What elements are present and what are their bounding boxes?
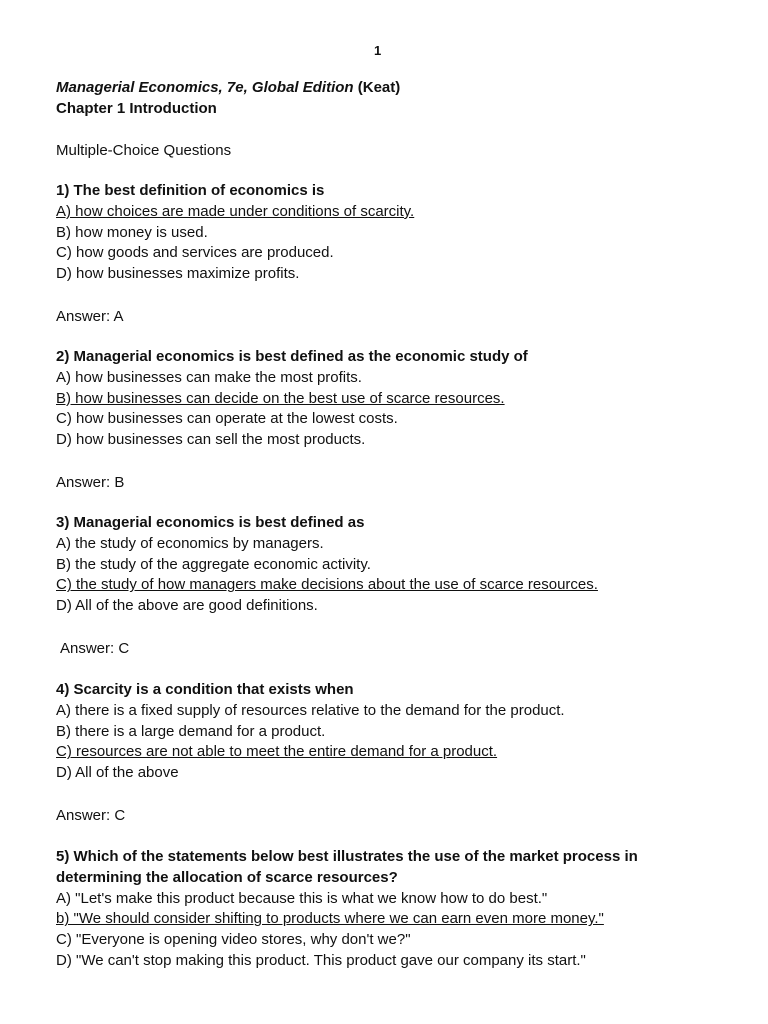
question-4 bbox=[56, 680, 736, 826]
question-2 bbox=[56, 347, 736, 493]
answer-key: Answer: C bbox=[56, 806, 126, 824]
option-a: A) there is a fixed supply of resources relative to the demand for the product. bbox=[56, 701, 565, 719]
option-c-correct: C) resources are not able to meet the entire demand for a product. bbox=[56, 743, 498, 761]
option-c: C) "Everyone is opening video stores, why don't we?" bbox=[56, 931, 411, 949]
option-a: A) how businesses can make the most profits. bbox=[56, 368, 362, 386]
question-stem-line-2: determining the allocation of scarce resources? bbox=[56, 868, 398, 886]
question-stem: 4) Scarcity is a condition that exists when bbox=[56, 681, 354, 698]
option-d: D) "We can't stop making this product. This product gave our company its start." bbox=[56, 951, 586, 969]
option-d: D) how businesses maximize profits. bbox=[56, 265, 300, 283]
book-author: (Keat) bbox=[357, 79, 401, 96]
option-b-correct: b) "We should consider shifting to products where we can earn even more money." bbox=[56, 910, 604, 928]
book-title-line bbox=[56, 77, 736, 98]
question-stem: 2) Managerial economics is best defined as the economic study of bbox=[56, 348, 528, 365]
option-c-correct: C) the study of how managers make decisions about the use of scarce resources. bbox=[56, 576, 598, 594]
question-stem: 3) Managerial economics is best defined as bbox=[56, 514, 365, 531]
answer-key: Answer: C bbox=[60, 639, 130, 657]
section-title: Multiple-Choice Questions bbox=[56, 142, 232, 159]
option-d: D) how businesses can sell the most products. bbox=[56, 431, 366, 449]
question-3 bbox=[56, 513, 736, 659]
document-header bbox=[56, 77, 736, 119]
answer-key: Answer: B bbox=[56, 473, 125, 491]
question-5 bbox=[56, 847, 736, 972]
question-stem-line-1: 5) Which of the statements below best illustrates the use of the market process in bbox=[56, 848, 638, 865]
option-a: A) "Let's make this product because this is what we know how to do best." bbox=[56, 889, 548, 907]
option-c: C) how goods and services are produced. bbox=[56, 244, 334, 262]
option-b: B) how money is used. bbox=[56, 223, 208, 241]
option-d: D) All of the above are good definitions. bbox=[56, 597, 318, 615]
question-1 bbox=[56, 181, 736, 327]
page-number: 1 bbox=[374, 43, 382, 58]
chapter-title: Chapter 1 Introduction bbox=[56, 100, 217, 117]
book-title: Managerial Economics, 7e, Global Edition bbox=[56, 79, 354, 96]
question-stem: 1) The best definition of economics is bbox=[56, 182, 325, 199]
option-b: B) the study of the aggregate economic activity. bbox=[56, 555, 371, 573]
option-b: B) there is a large demand for a product. bbox=[56, 722, 326, 740]
option-a: A) the study of economics by managers. bbox=[56, 534, 324, 552]
option-a-correct: A) how choices are made under conditions of scarcity. bbox=[56, 202, 415, 220]
answer-key: Answer: A bbox=[56, 307, 124, 325]
option-c: C) how businesses can operate at the lowest costs. bbox=[56, 410, 398, 428]
option-d: D) All of the above bbox=[56, 764, 179, 782]
option-b-correct: B) how businesses can decide on the best use of scarce resources. bbox=[56, 389, 505, 407]
